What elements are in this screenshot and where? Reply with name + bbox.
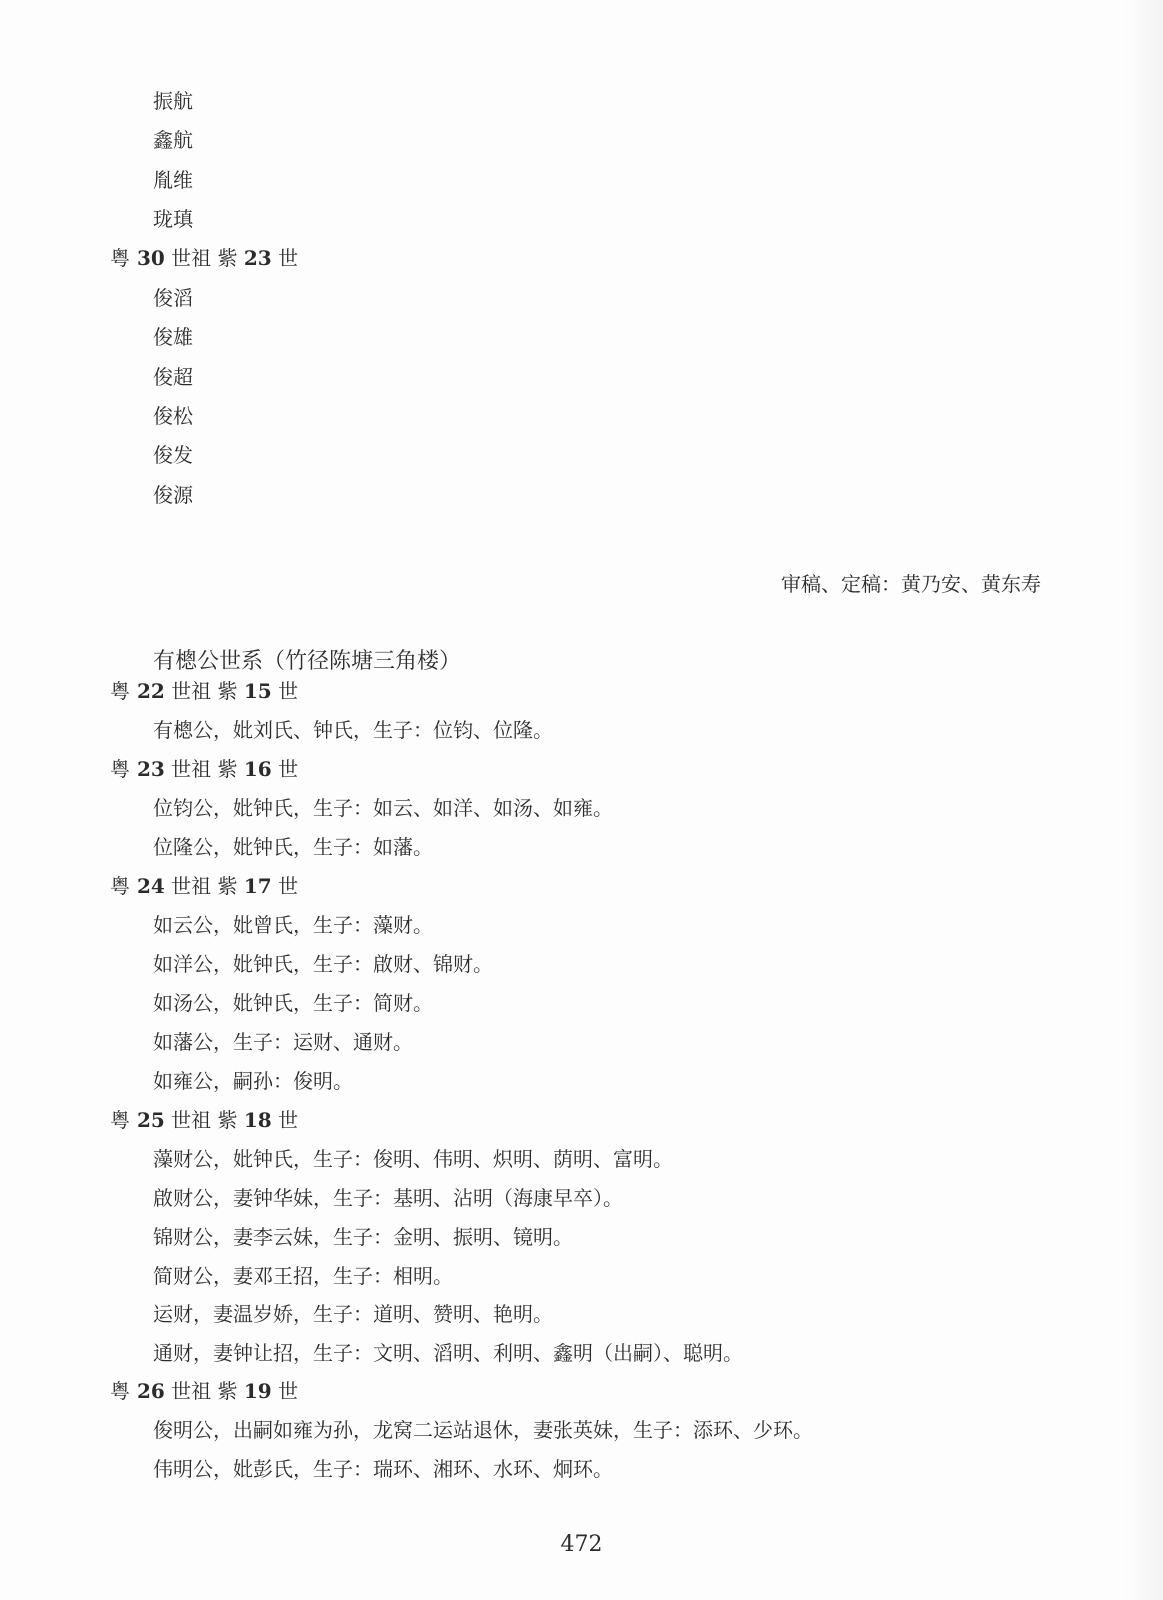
- genealogy-entry: 锦财公，妻李云妹，生子：金明、振明、镜明。: [153, 1225, 573, 1249]
- genealogy-entry: 运财，妻温岁娇，生子：道明、赞明、艳明。: [153, 1302, 553, 1326]
- genealogy-entry: 如汤公，妣钟氏，生子：简财。: [153, 991, 433, 1015]
- gen-mid: 世祖 紫: [171, 757, 238, 781]
- gen-number: 22: [136, 679, 165, 703]
- generation-header-22: [110, 679, 298, 703]
- genealogy-entry: 位隆公，妣钟氏，生子：如藩。: [153, 835, 433, 859]
- generation-header-23: [110, 757, 298, 781]
- genealogy-entry: 俊明公，出嗣如雍为孙，龙窝二运站退休，妻张英妹，生子：添环、少环。: [153, 1418, 813, 1442]
- gen-suffix: 世: [278, 1108, 299, 1132]
- gen-number-2: 15: [243, 679, 272, 703]
- name-item: 振航: [153, 89, 193, 113]
- gen-number-2: 16: [243, 757, 272, 781]
- name-item: 胤维: [153, 168, 193, 192]
- name-item: 珑瑱: [153, 207, 193, 231]
- gen-number-2: 17: [243, 874, 272, 898]
- generation-header-24: [110, 874, 298, 898]
- section-title: 有樬公世系（竹径陈塘三角楼）: [153, 649, 462, 674]
- gen-suffix: 世: [278, 1379, 299, 1403]
- generation-header-26: [110, 1379, 298, 1403]
- gen-number-2: 18: [243, 1108, 272, 1132]
- genealogy-entry: 如洋公，妣钟氏，生子：啟财、锦财。: [153, 952, 493, 976]
- genealogy-entry: 通财，妻钟让招，生子：文明、滔明、利明、鑫明（出嗣）、聪明。: [153, 1341, 743, 1365]
- gen-number: 23: [136, 757, 165, 781]
- page-number: 472: [560, 1532, 603, 1557]
- name-item: 鑫航: [153, 128, 193, 152]
- name-item: 俊雄: [153, 325, 193, 349]
- gen-prefix: 粤: [110, 757, 130, 781]
- genealogy-entry: 伟明公，妣彭氏，生子：瑞环、湘环、水环、炯环。: [153, 1457, 613, 1481]
- gen-prefix: 粤: [110, 874, 130, 898]
- gen-mid: 世祖 紫: [171, 874, 238, 898]
- genealogy-entry: 有樬公，妣刘氏、钟氏，生子：位钧、位隆。: [153, 718, 553, 742]
- generation-header-30: [110, 246, 298, 270]
- gen-number-2: 23: [243, 246, 272, 270]
- gen-number: 25: [136, 1108, 165, 1132]
- genealogy-entry: 如云公，妣曾氏，生子：藻财。: [153, 913, 433, 937]
- genealogy-entry: 如雍公，嗣孙：俊明。: [153, 1069, 353, 1093]
- name-item: 俊源: [153, 483, 193, 507]
- gen-mid: 世祖 紫: [171, 1108, 238, 1132]
- name-item: 俊松: [153, 404, 193, 428]
- name-item: 俊发: [153, 443, 193, 467]
- gen-number: 26: [136, 1379, 165, 1403]
- gen-prefix: 粤: [110, 679, 130, 703]
- gen-suffix: 世: [278, 757, 299, 781]
- gen-suffix: 世: [278, 246, 299, 270]
- genealogy-entry: 位钧公，妣钟氏，生子：如云、如洋、如汤、如雍。: [153, 796, 613, 820]
- gen-number: 30: [136, 246, 165, 270]
- genealogy-entry: 啟财公，妻钟华妹，生子：基明、沾明（海康早卒）。: [153, 1186, 623, 1210]
- name-item: 俊超: [153, 365, 193, 389]
- gen-prefix: 粤: [110, 246, 130, 270]
- generation-header-25: [110, 1108, 298, 1132]
- gen-prefix: 粤: [110, 1108, 130, 1132]
- reviewer-credit: 审稿、定稿：黄乃安、黄东寿: [781, 572, 1041, 596]
- genealogy-entry: 简财公，妻邓王招，生子：相明。: [153, 1264, 453, 1288]
- genealogy-entry: 藻财公，妣钟氏，生子：俊明、伟明、炽明、荫明、富明。: [153, 1147, 673, 1171]
- gen-suffix: 世: [278, 679, 299, 703]
- gen-number: 24: [136, 874, 165, 898]
- genealogy-entry: 如藩公，生子：运财、通财。: [153, 1030, 413, 1054]
- name-item: 俊滔: [153, 286, 193, 310]
- gen-mid: 世祖 紫: [171, 246, 238, 270]
- gen-mid: 世祖 紫: [171, 1379, 238, 1403]
- gen-mid: 世祖 紫: [171, 679, 238, 703]
- gen-prefix: 粤: [110, 1379, 130, 1403]
- scan-edge-shadow: [1123, 0, 1163, 1600]
- gen-suffix: 世: [278, 874, 299, 898]
- gen-number-2: 19: [243, 1379, 272, 1403]
